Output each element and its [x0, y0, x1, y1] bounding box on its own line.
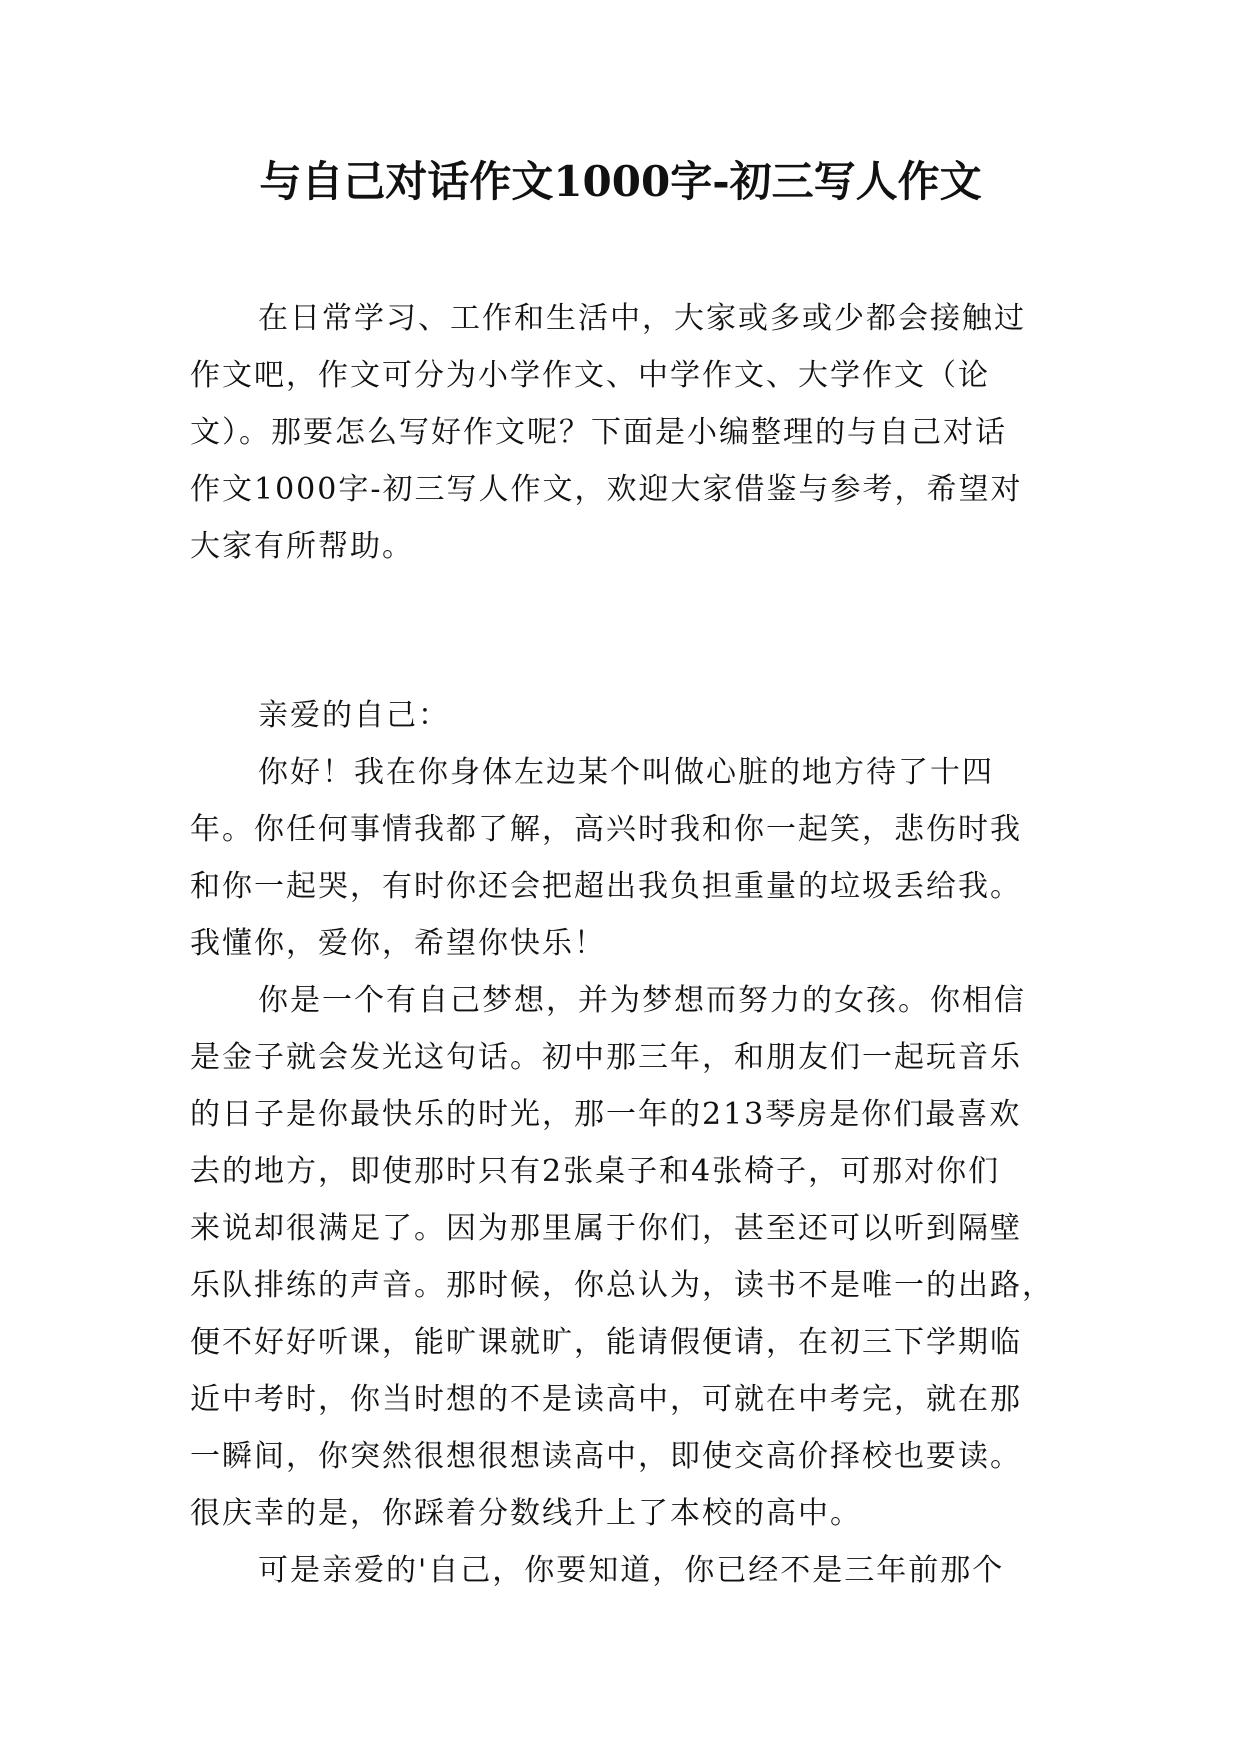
text-line: 亲爱的自己：: [258, 698, 450, 733]
text-line: 一瞬间，你突然很想很想读高中，即使交高价择校也要读。: [190, 1439, 1022, 1474]
document-body: [190, 290, 1070, 1599]
text-line: 作文1000字-初三写人作文，欢迎大家借鉴与参考，希望对: [190, 472, 1023, 507]
text-line: 年。你任何事情我都了解，高兴时我和你一起笑，悲伤时我: [190, 812, 1022, 847]
text-line: 文）。那要怎么写好作文呢？下面是小编整理的与自己对话: [190, 415, 1007, 450]
text-line: 乐队排练的声音。那时候，你总认为，读书不是唯一的出路，: [190, 1268, 1054, 1303]
text-line: 是金子就会发光这句话。初中那三年，和朋友们一起玩音乐: [190, 1040, 1022, 1075]
intro-paragraph: [190, 290, 1070, 575]
document-title: 与自己对话作文1000字-初三写人作文: [259, 157, 982, 206]
text-line: 在日常学习、工作和生活中，大家或多或少都会接触过: [258, 301, 1026, 336]
text-line: 你好！我在你身体左边某个叫做心脏的地方待了十四: [258, 755, 994, 790]
text-line: 便不好好听课，能旷课就旷，能请假便请，在初三下学期临: [190, 1325, 1022, 1360]
text-line: 和你一起哭，有时你还会把超出我负担重量的垃圾丢给我。: [190, 869, 1022, 904]
text-line: 来说却很满足了。因为那里属于你们，甚至还可以听到隔壁: [190, 1211, 1022, 1246]
salutation-paragraph: [190, 687, 1070, 744]
text-line: 可是亲爱的'自己，你要知道，你已经不是三年前那个: [258, 1553, 1005, 1588]
text-line: 作文吧，作文可分为小学作文、中学作文、大学作文（论: [190, 358, 990, 393]
text-line: 我懂你，爱你，希望你快乐！: [190, 926, 606, 961]
body-paragraph: [190, 1542, 1070, 1599]
text-line: 去的地方，即使那时只有2张桌子和4张椅子，可那对你们: [190, 1154, 1001, 1189]
paragraph-gap: [190, 575, 1070, 687]
body-paragraph: [190, 972, 1070, 1542]
body-paragraph: [190, 744, 1070, 972]
text-line: 大家有所帮助。: [190, 529, 414, 564]
text-line: 近中考时，你当时想的不是读高中，可就在中考完，就在那: [190, 1382, 1022, 1417]
text-line: 你是一个有自己梦想，并为梦想而努力的女孩。你相信: [258, 983, 1026, 1018]
text-line: 很庆幸的是，你踩着分数线升上了本校的高中。: [190, 1496, 862, 1531]
text-line: 的日子是你最快乐的时光，那一年的213琴房是你们最喜欢: [190, 1097, 1022, 1132]
